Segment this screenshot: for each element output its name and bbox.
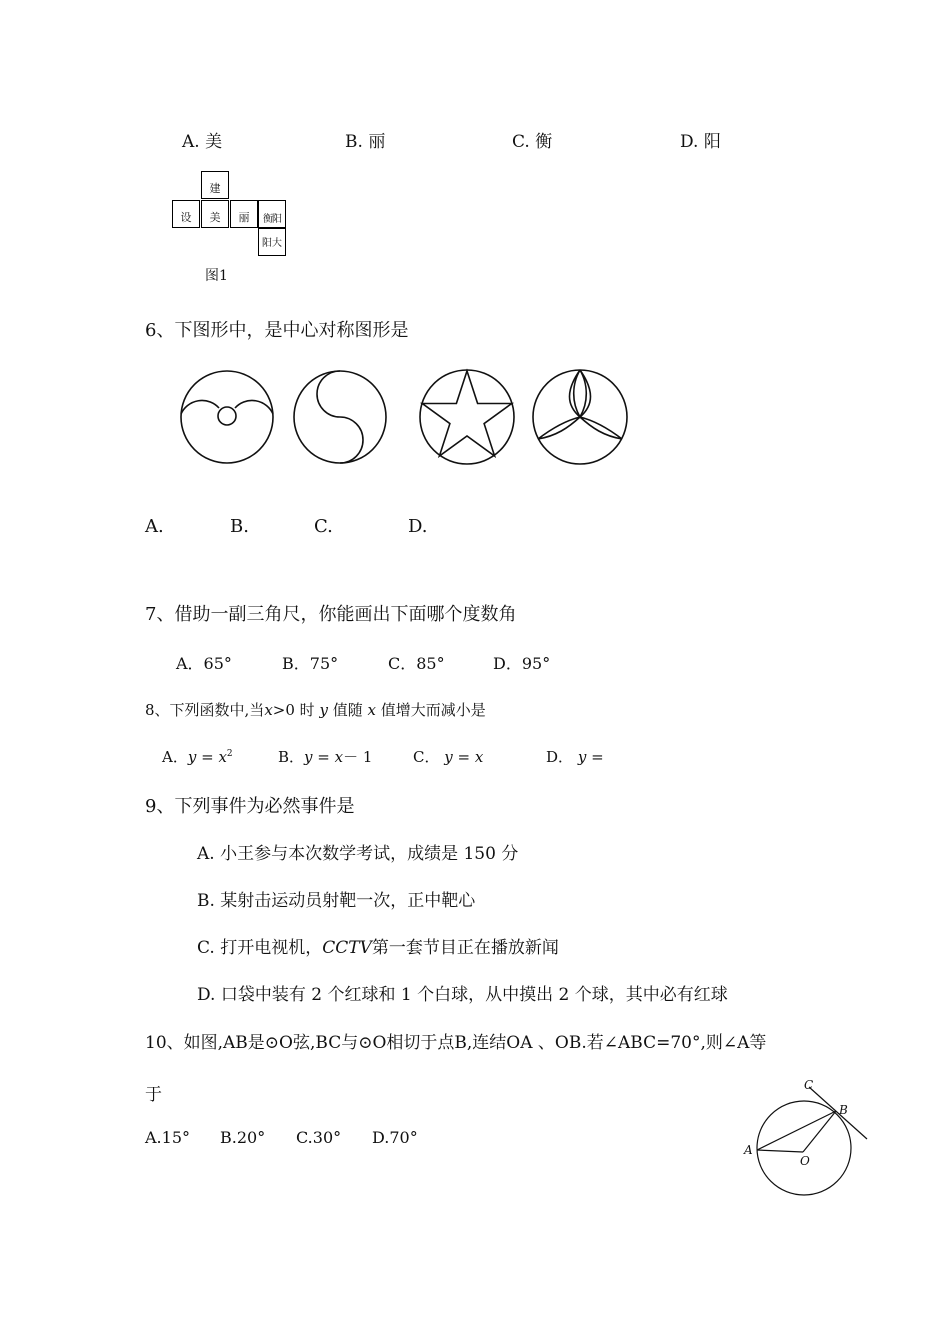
net-cell-4: 衡阳 bbox=[258, 200, 286, 228]
q7-option-c: C．85° bbox=[388, 654, 445, 673]
q8-option-b: B．y = x－ 1 bbox=[278, 748, 373, 766]
q9-option-c: C. 打开电视机，CCTV第一套节目正在播放新闻 bbox=[197, 938, 559, 958]
label-o: O bbox=[800, 1154, 810, 1168]
q6-label-d: D. bbox=[408, 516, 428, 537]
q7-option-a: A．65° bbox=[176, 654, 232, 673]
q7-stem: 7、借助一副三角尺，你能画出下面哪个度数角 bbox=[145, 604, 517, 625]
label-a: A bbox=[744, 1143, 753, 1157]
q10-option-c: C.30° bbox=[296, 1128, 342, 1147]
label-b: B bbox=[839, 1103, 848, 1117]
net-cell-2: 美 bbox=[201, 200, 229, 228]
net-cell-top: 建 bbox=[201, 171, 229, 199]
q9-option-b: B. 某射击运动员射靶一次，正中靶心 bbox=[197, 891, 476, 911]
q5-option-c: C. 衡 bbox=[512, 132, 553, 152]
q7-option-d: D．95° bbox=[493, 654, 551, 673]
q10-option-b: B.20° bbox=[220, 1128, 266, 1147]
q10-option-d: D.70° bbox=[372, 1128, 418, 1147]
q8-stem: 8、下列函数中,当x>0 时 y 值随 x 值增大而减小是 bbox=[145, 701, 486, 719]
q10-option-a: A.15° bbox=[145, 1128, 190, 1147]
net-cell-3: 丽 bbox=[230, 200, 258, 228]
q5-option-d: D. 阳 bbox=[680, 132, 721, 152]
net-cell-1: 设 bbox=[172, 200, 200, 228]
q8-option-d: D． y = bbox=[546, 748, 604, 766]
q8-option-c: C． y = x bbox=[413, 748, 484, 766]
q6-label-c: C. bbox=[314, 516, 333, 537]
q7-option-b: B．75° bbox=[282, 654, 339, 673]
q5-option-a: A. 美 bbox=[182, 132, 223, 152]
figure-caption: 图1 bbox=[205, 268, 228, 284]
label-c: C bbox=[804, 1078, 814, 1092]
q6-stem: 6、下图形中，是中心对称图形是 bbox=[145, 320, 409, 341]
q5-option-b: B. 丽 bbox=[345, 132, 386, 152]
q9-stem: 9、下列事件为必然事件是 bbox=[145, 796, 355, 817]
q10-stem-line1: 10、如图,AB是⊙O弦,BC与⊙O相切于点B,连结OA 、OB.若∠ABC=70°,则∠A等 bbox=[145, 1033, 767, 1053]
q9-option-d: D. 口袋中装有 2 个红球和 1 个白球，从中摸出 2 个球，其中必有红球 bbox=[197, 985, 728, 1005]
q6-label-b: B. bbox=[230, 516, 249, 537]
q9-option-a: A. 小王参与本次数学考试，成绩是 150 分 bbox=[197, 844, 519, 864]
net-cell-bottom: 阳大 bbox=[258, 228, 286, 256]
q6-label-a: A. bbox=[145, 516, 164, 537]
q10-stem-line2: 于 bbox=[145, 1085, 162, 1105]
q8-option-a: A．$y = x^2$ bbox=[162, 748, 233, 766]
